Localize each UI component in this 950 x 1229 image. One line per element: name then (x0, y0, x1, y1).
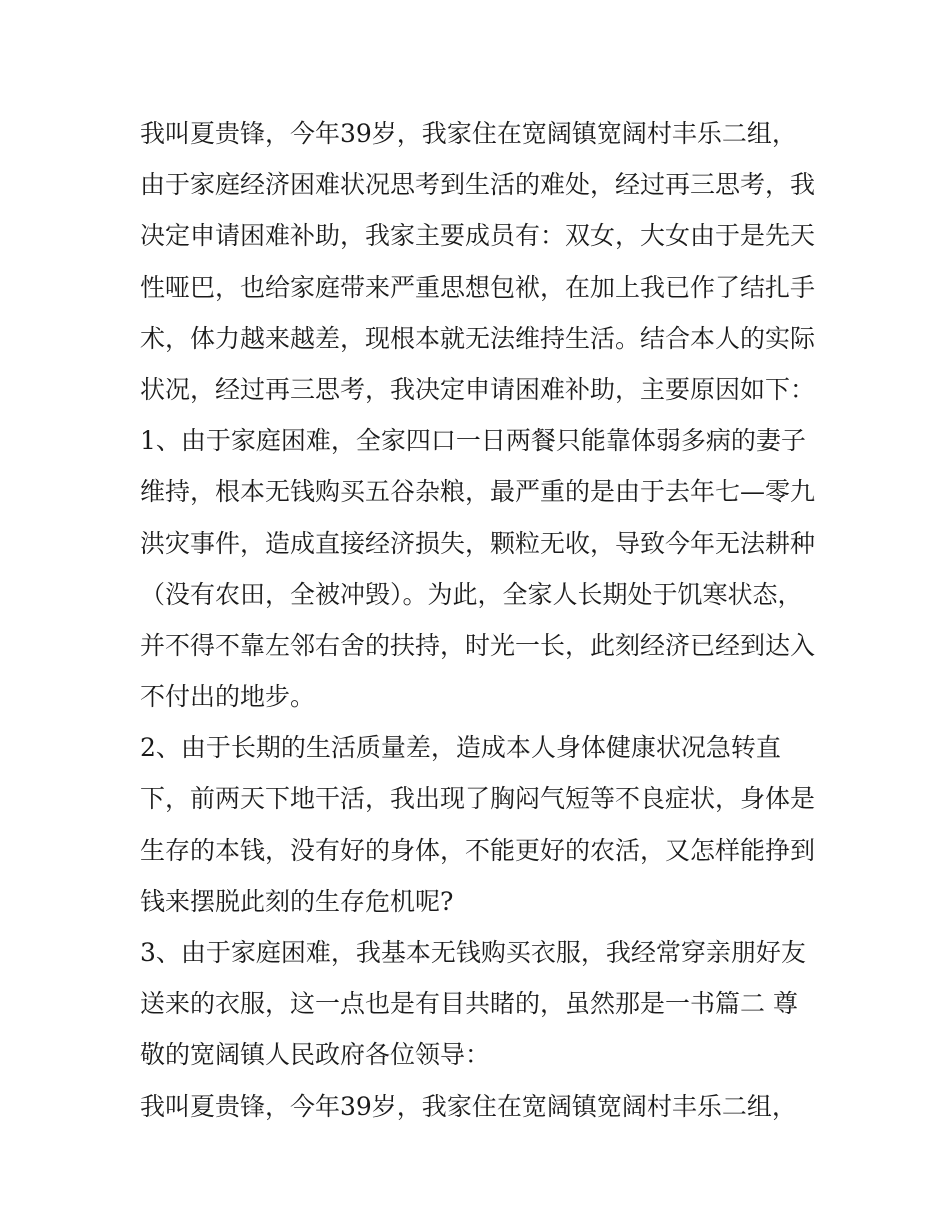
text-line: 性哑巴，也给家庭带来严重思想包袱，在加上我已作了结扎手 (140, 272, 816, 302)
text-line: 生存的本钱，没有好的身体，不能更好的农活，又怎样能挣到 (140, 835, 816, 865)
text-line: 我叫夏贵锋，今年39岁，我家住在宽阔镇宽阔村丰乐二组， (140, 1091, 797, 1121)
text-line: 我叫夏贵锋，今年39岁，我家住在宽阔镇宽阔村丰乐二组， (140, 119, 797, 148)
text-line: 状况，经过再三思考，我决定申请困难补助，主要原因如下： (140, 374, 816, 404)
text-line: 维持，根本无钱购买五谷杂粮，最严重的是由于去年七—零九 (140, 477, 816, 507)
text-line: 钱来摆脱此刻的生存危机呢? (140, 886, 454, 916)
text-line: 送来的衣服，这一点也是有目共睹的，虽然那是一书篇二 尊 (140, 989, 798, 1019)
text-line: 3、由于家庭困难，我基本无钱购买衣服，我经常穿亲朋好友 (140, 938, 806, 967)
text-line: 由于家庭经济困难状况思考到生活的难处，经过再三思考，我 (140, 170, 816, 200)
text-line: 1、由于家庭困难，全家四口一日两餐只能靠体弱多病的妻子 (140, 426, 806, 456)
text-line: 并不得不靠左邻右舍的扶持，时光一长，此刻经济已经到达入 (140, 630, 816, 660)
text-line: 不付出的地步。 (140, 682, 316, 712)
text-line: 下，前两天下地干活，我出现了胸闷气短等不良症状，身体是 (140, 784, 816, 814)
text-line: 洪灾事件，造成直接经济损失，颗粒无收，导致今年无法耕种 (140, 528, 816, 558)
document-body (140, 108, 820, 1132)
text-line: （没有农田，全被冲毁）。为此，全家人长期处于饥寒状态， (140, 579, 803, 609)
text-line: 2、由于长期的生活质量差，造成本人身体健康状况急转直 (140, 733, 781, 763)
text-line: 决定申请困难补助，我家主要成员有：双女，大女由于是先天 (140, 221, 816, 251)
text-line: 术，体力越来越差，现根本就无法维持生活。结合本人的实际 (140, 323, 816, 353)
text-line: 敬的宽阔镇人民政府各位领导： (140, 1040, 491, 1070)
